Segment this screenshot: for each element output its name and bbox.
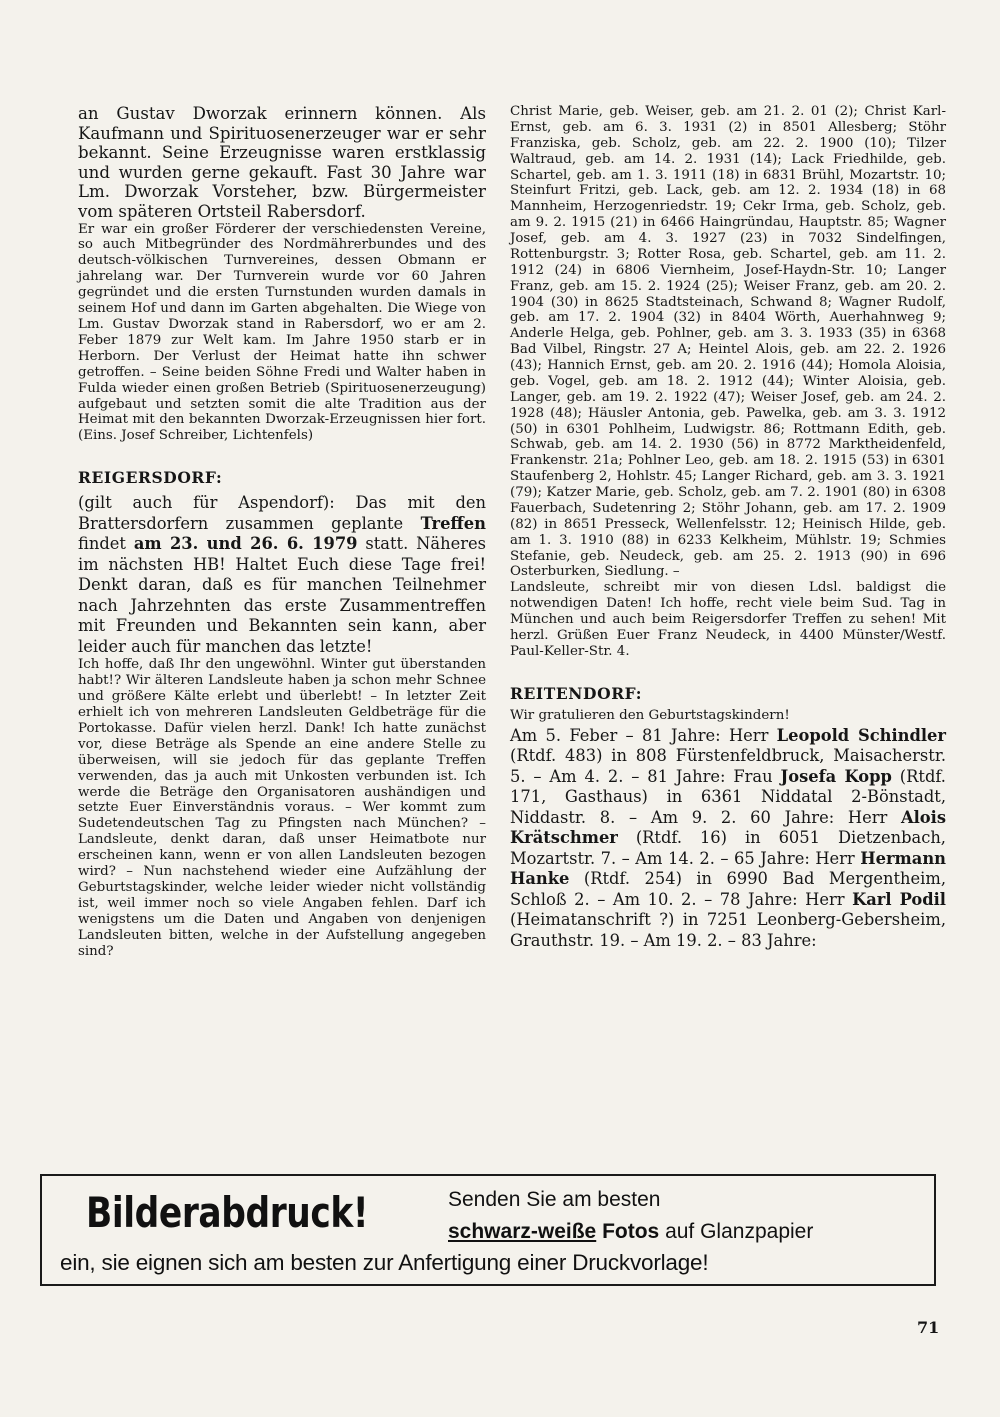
- reigersdorf-heading: REIGERSDORF:: [78, 468, 223, 488]
- name-schindler: Leopold Schindler: [776, 725, 946, 745]
- ad-line-2: schwarz-weiße Fotos auf Glanzpapier: [448, 1220, 814, 1243]
- ad-line-1: Senden Sie am besten: [448, 1188, 661, 1211]
- name-kraetschmer: Alois Krätschmer: [510, 807, 946, 848]
- closing-note: Landsleute, schreibt mir von diesen Ldsl. baldigst die notwendigen Daten! Ich hoffe, recht viele beim Sud. Tag in München und auch beim Reigersdorfer Treffen zu sehen! Mit herzl. Grüßen Euer Franz Neudeck, in 4400 Münster/Westf. Paul-Keller-Str. 4.: [510, 580, 946, 659]
- ad-line-3: ein, sie eignen sich am besten zur Anfertigung einer Druckvorlage!: [60, 1250, 709, 1275]
- page-number: 71: [917, 1318, 940, 1337]
- ad-headline: Bilderabdruck!: [86, 1188, 369, 1237]
- reitendorf-intro: Wir gratulieren den Geburtstagskindern!: [510, 707, 790, 723]
- name-podil: Karl Podil: [852, 889, 946, 909]
- treffen-label: Treffen: [420, 513, 486, 533]
- left-column: [78, 104, 486, 959]
- name-hanke: Hermann Hanke: [510, 848, 946, 889]
- reitendorf-heading: REITENDORF:: [510, 683, 643, 703]
- treffen-date: am 23. und 26. 6. 1979: [133, 534, 358, 554]
- name-kopp: Josefa Kopp: [780, 766, 892, 786]
- reigersdorf-letter: Ich hoffe, daß Ihr den ungewöhnl. Winter gut überstanden habt!? Wir älteren Landsleute haben ja schon mehr Schnee und größere Kälte erlebt und überlebt! – In letzter Zeit erhielt ich von mehreren Landsleuten Geldbeträge für die Portokasse. Dafür vielen herzl. Dank! Ich hatte zunächst vor, diese Beträge als Spende an eine andere Stelle zu überweisen, will sie jedoch für das geplante Treffen verwenden, das ja auch mit Unkosten verbunden ist. Ich werde die Beträge den Organisatoren aushändigen und setzte Euer Einverständnis voraus. – Wer kommt zum Sudetendeutschen Tag zu Pfingsten nach München? – Landsleute, denkt daran, daß unser Heimatbote nur erscheinen kann, wenn er von allen Landsleuten bezogen wird? – Nun nachstehend wieder eine Aufzählung der Geburtstagskinder, welche leider wieder nicht vollständig ist, weil immer noch so viele Angaben fehlen. Darf ich wenigstens um die Daten und Angaben von denjenigen Landsleuten bitten, welche in der Aufstellung angegeben sind?: [78, 657, 486, 959]
- photo-print-advertisement: [40, 1174, 936, 1286]
- dworzak-paragraph: Er war ein großer Förderer der verschiedensten Vereine, so auch Mitbegründer des Nordmährerbundes und des deutsch-völkischen Turnvereines, dessen Obmann er jahrelang war. Der Turnverein wurde vor 60 Jahren gegründet und die ersten Turnstunden wurden damals in seinem Hof und dann im Garten abgehalten. Die Wiege von Lm. Gustav Dworzak stand in Rabersdorf, wo er am 2. Feber 1879 zur Welt kam. Im Jahre 1950 starb er in Herborn. Der Verlust der Heimat hatte ihn schwer getroffen. – Seine beiden Söhne Fredi und Walter haben in Fulda wieder einen großen Betrieb (Spirituosenerzeugung) aufgebaut und setzten somit die alte Tradition aus der Heimat mit den bekannten Dworzak-Erzeugnissen hier fort. (Eins. Josef Schreiber, Lichtenfels): [78, 221, 486, 444]
- reitendorf-birthdays: Am 5. Feber – 81 Jahre: Herr Leopold Schindler (Rtdf. 483) in 808 Fürstenfeldbruck, Maisacherstr. 5. – Am 4. 2. – 81 Jahre: Frau Josefa Kopp (Rtdf. 171, Gasthaus) in 6361 Niddatal 2-Bönstadt, Niddastr. 8. – Am 9. 2. 60 Jahre: Herr Alois Krätschmer (Rtdf. 16) in 6051 Dietzenbach, Mozartstr. 7. – Am 14. 2. – 65 Jahre: Herr Hermann Hanke (Rtdf. 254) in 6990 Bad Mergentheim, Schloß 2. – Am 10. 2. – 78 Jahre: Herr Karl Podil (Heimatanschrift ?) in 7251 Leonberg-Gebersheim, Grauthstr. 19. – Am 19. 2. – 83 Jahre:: [510, 725, 946, 950]
- dworzak-paragraph-large: an Gustav Dworzak erinnern können. Als Kaufmann und Spirituosenerzeuger war er sehr bekannt. Seine Erzeugnisse waren erstklassig und wurden gerne gekauft. Fast 30 Jahre war Lm. Dworzak Vorsteher, bzw. Bürgermeister vom späteren Ortsteil Rabersdorf.: [78, 104, 486, 221]
- reigersdorf-announcement: (gilt auch für Aspendorf): Das mit den Brattersdorfern zusammen geplante Treffen findet am 23. und 26. 6. 1979 statt. Näheres im nächsten HB! Haltet Euch diese Tage frei! Denkt daran, daß es für manchen Teilnehmer nach Jahrzehnten das erste Zusammentreffen mit Freunden und Bekannten sein kann, aber leider auch für manchen das letzte!: [78, 493, 486, 656]
- right-column: [510, 104, 946, 951]
- birthday-list: Christ Marie, geb. Weiser, geb. am 21. 2. 01 (2); Christ Karl-Ernst, geb. am 6. 3. 1931 (2) in 8501 Allesberg; Stöhr Franziska, geb. Scholz, geb. am 22. 2. 1900 (10); Tilzer Waltraud, geb. am 14. 2. 1931 (14); Lack Friedhilde, geb. Schartel, geb. am 1. 3. 1911 (18) in 6831 Brühl, Mozartstr. 10; Steinfurt Fritzi, geb. Lack, geb. am 12. 2. 1934 (18) in 68 Mannheim, Herzogenriedstr. 19; Cekr Irma, geb. Scholz, geb. am 9. 2. 1915 (21) in 6466 Haingründau, Hauptstr. 85; Wagner Josef, geb. am 4. 3. 1927 (23) in 7032 Sindelfingen, Rottenburgstr. 3; Rotter Rosa, geb. Schartel, geb. am 11. 2. 1912 (24) in 6806 Viernheim, Josef-Haydn-Str. 10; Langer Franz, geb. am 15. 2. 1924 (25); Weiser Franz, geb. am 20. 2. 1904 (30) in 8625 Stadtsteinach, Schwand 8; Wagner Rudolf, geb. am 17. 2. 1904 (32) in 8404 Wörth, Auerhahnweg 9; Anderle Helga, geb. Pohlner, geb. am 3. 3. 1933 (35) in 6368 Bad Vilbel, Ringstr. 27 A; Heintel Alois, geb. am 22. 2. 1926 (43); Hannich Ernst, geb. am 20. 2. 1916 (44); Homola Aloisia, geb. Vogel, geb. am 18. 2. 1912 (44); Winter Aloisia, geb. Langer, geb. am 19. 2. 1922 (47); Weiser Josef, geb. am 24. 2. 1928 (48); Häusler Antonia, geb. Pawelka, geb. am 3. 3. 1912 (50) in 6301 Pohlheim, Ludwigstr. 86; Rottmann Edith, geb. Schwab, geb. am 14. 2. 1930 (56) in 8772 Marktheidenfeld, Frankenstr. 21a; Pohlner Leo, geb. am 18. 2. 1915 (53) in 6301 Staufenberg 2, Hohlstr. 45; Langer Richard, geb. am 3. 3. 1921 (79); Katzer Marie, geb. Scholz, geb. am 7. 2. 1901 (80) in 6308 Fauerbach, Sudetenring 2; Stöhr Johann, geb. am 17. 2. 1909 (82) in 8651 Presseck, Wellenfelsstr. 12; Heinisch Hilde, geb. am 1. 3. 1910 (88) in 6233 Kelkheim, Mühlstr. 19; Schmies Stefanie, geb. Neudeck, geb. am 25. 2. 1913 (90) in 696 Osterburken, Siedlung. –: [510, 104, 946, 580]
